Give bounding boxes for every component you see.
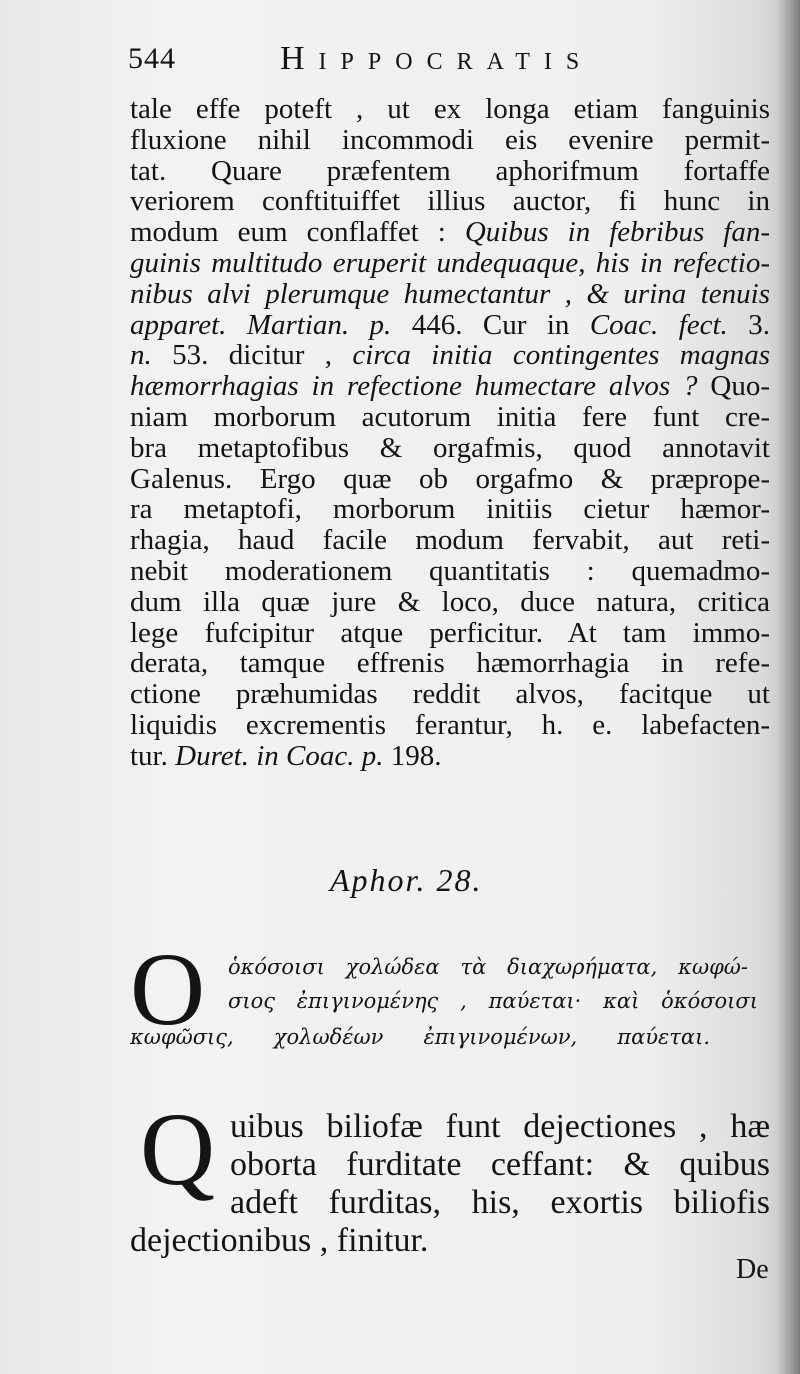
catchword: De [736,1254,769,1285]
latin-aphorism [130,1092,770,1268]
text-segment: Quo- [697,370,770,403]
text-segment: 3. [727,308,770,341]
latin-line-4: dejectionibus , finitur. [130,1222,429,1259]
text-segment: bra metaptofibus & orgafmis, quod annotavit [130,431,770,464]
latin-line-2: oborta furditate ceffant: & quibus [230,1146,770,1183]
text-line [130,525,770,556]
text-segment: 446. Cur in [391,308,590,341]
text-line [130,371,770,402]
italic-segment: hæmorrhagias in refectione humectare alvos ? [130,370,698,403]
text-line [130,433,770,464]
text-segment: tur. [130,739,176,772]
commentary-text [130,94,770,772]
aphorism-heading [330,862,482,899]
text-line [130,248,770,279]
text-segment: nebit moderationem quantitatis : quemadmo- [130,554,770,587]
greek-line-1: ὁκόσοισι χολώδεα τὰ διαχωρήματα, κωφώ- [228,955,748,979]
text-segment: ra metaptofi, morborum initiis cietur hæmor- [130,493,770,526]
text-line [130,464,770,495]
running-title: Hippocratis [280,40,594,77]
italic-segment: circa initia contingentes magnas [352,339,771,372]
text-line [130,741,770,772]
greek-line-3: κωφῶσις, χολωδέων ἐπιγινομένων, παύεται. [130,1025,710,1049]
text-line [130,94,770,125]
italic-segment: n. [130,339,152,372]
text-line [130,125,770,156]
text-segment: tat. Quare præfentem aphorifmum fortaffe [130,154,770,187]
greek-line-2: σιος ἐπιγινομένης , παύεται· καὶ ὁκόσοισι [228,989,758,1013]
text-line [130,279,770,310]
text-segment: Galenus. Ergo quæ ob orgafmo & præprope- [130,462,770,495]
text-line [130,618,770,649]
text-line [130,556,770,587]
text-line [130,310,770,341]
text-segment: ctione præhumidas reddit alvos, facitque ut [130,678,770,711]
text-line [130,340,770,371]
text-segment: rhagia, haud facile modum fervabit, aut reti- [130,524,770,557]
text-segment: 53. dicitur , [151,339,353,372]
greek-dropcap: O [130,932,206,1047]
greek-aphorism [130,932,760,1066]
page-number: 544 [128,42,176,75]
text-segment: tale effe poteft , ut ex longa etiam fanguinis [130,93,770,125]
latin-dropcap: Q [140,1092,216,1207]
text-line [130,648,770,679]
latin-line-3: adeft furditas, his, exortis biliofis [230,1184,770,1221]
text-line [130,494,770,525]
latin-line-1: uibus biliofæ funt dejectiones , hæ [230,1108,770,1145]
text-segment: niam morborum acutorum initia fere funt cre- [130,400,770,433]
text-line [130,156,770,187]
italic-segment: Coac. fect. [589,308,728,341]
text-segment: dum illa quæ jure & loco, duce natura, critica [130,585,770,618]
italic-segment: guinis multitudo eruperit undequaque, his in refectio- [130,246,770,279]
text-segment: modum eum conflaffet : [130,216,465,249]
text-segment: veriorem conftituiffet illius auctor, fi hunc in [130,185,770,218]
text-line [130,679,770,710]
text-segment: lege fufcipitur atque perficitur. At tam immo- [130,616,770,649]
text-line [130,710,770,741]
italic-segment: apparet. Martian. p. [130,308,392,341]
text-line [130,186,770,217]
text-line [130,402,770,433]
text-segment: 198. [383,739,442,772]
text-segment: derata, tamque effrenis hæmorrhagia in refe- [130,647,770,680]
text-segment: fluxione nihil incommodi eis evenire permit- [130,123,770,156]
page-header [128,40,628,84]
page-gutter-shadow [776,0,800,1374]
text-line [130,587,770,618]
text-segment: liquidis excrementis ferantur, h. e. labefacten- [130,708,770,741]
aphorism-heading-label: Aphor. [330,862,427,898]
italic-segment: Quibus in febribus fan- [464,216,770,249]
text-line [130,217,770,248]
italic-segment: Duret. in Coac. p. [175,739,384,772]
italic-segment: nibus alvi plerumque humectantur , & urina tenuis [130,277,770,310]
aphorism-number: 28. [436,862,483,898]
